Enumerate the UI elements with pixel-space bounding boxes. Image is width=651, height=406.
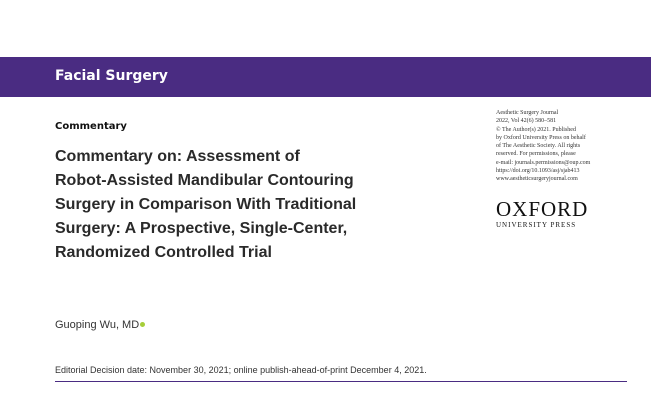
section-banner [0,57,651,97]
title-line: Commentary on: Assessment of [55,148,300,165]
permissions-line: reserved. For permissions, please [496,151,576,158]
journal-volume: 2022, Vol 42(6) 580–581 [496,118,557,125]
publisher-subtitle: UNIVERSITY PRESS [496,221,577,229]
copyright-line: by Oxford University Press on behalf [496,134,586,141]
publisher-name: OXFORD [496,197,589,221]
title-line: Surgery: A Prospective, Single-Center, [55,220,348,237]
journal-name: Aesthetic Surgery Journal [496,110,559,116]
title-line: Robot-Assisted Mandibular Contouring [55,172,354,189]
divider [55,381,627,382]
title-line: Randomized Controlled Trial [55,244,272,261]
article-title [55,145,475,265]
orcid-icon[interactable] [140,322,145,327]
author-line [55,319,145,331]
article-type: Commentary [55,121,127,132]
journal-website-link[interactable]: www.aestheticsurgeryjournal.com [496,176,578,183]
oxford-logo [496,198,588,229]
doi-link[interactable]: https://doi.org/10.1093/asj/sjab413 [496,168,580,175]
copyright-line: © The Author(s) 2021. Published [496,126,576,133]
copyright-line: of The Aesthetic Society. All rights [496,143,581,150]
permissions-email-link[interactable]: e-mail: journals.permissions@oup.com [496,159,591,166]
title-line: Surgery in Comparison With Traditional [55,196,357,213]
section-label: Facial Surgery [55,68,168,84]
author-name: Guoping Wu, MD [55,319,140,331]
journal-info [496,109,646,184]
editorial-decision-line: Editorial Decision date: November 30, 2021; online publish-ahead-of-print December 4, 2021. [55,365,427,375]
